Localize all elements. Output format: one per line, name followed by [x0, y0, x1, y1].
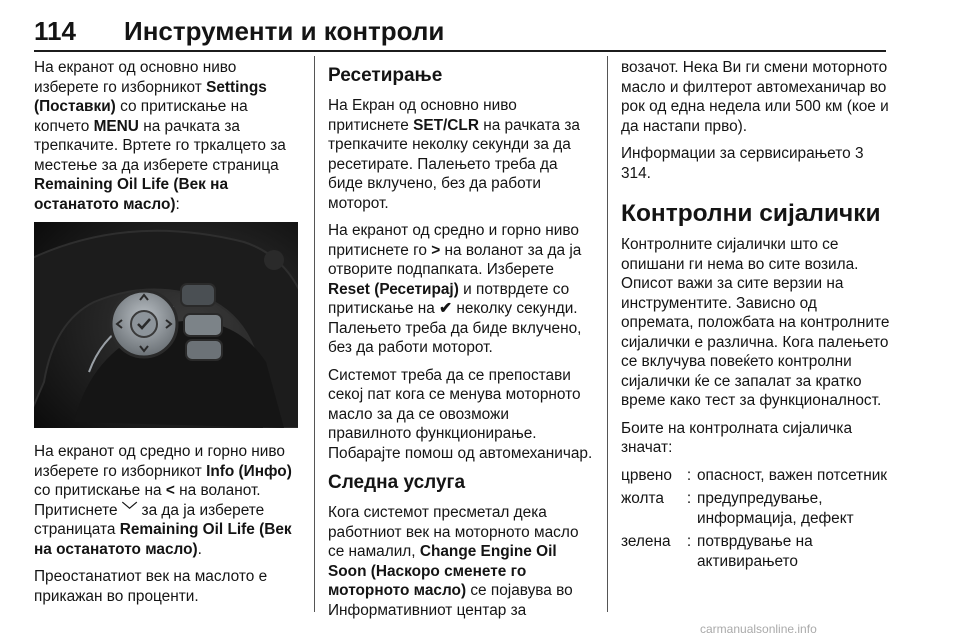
watermark: carmanualsonline.info — [700, 622, 817, 636]
next-service-heading: Следна услуга — [328, 472, 466, 493]
column-1 — [34, 58, 302, 614]
col2-paragraph-3: Системот треба да се препостави секој пат кога се менува моторното масло за да се овозможи правилното функционирање. Побарајте помош од автомеханичар. — [328, 366, 593, 462]
reset-heading: Ресетирање — [328, 65, 443, 86]
change-oil-message-ref: Change Engine Oil Soon (Наскоро сменете го моторното масло) — [328, 543, 557, 599]
col2-paragraph-1 — [328, 96, 596, 213]
page-reference: 314. — [621, 164, 651, 182]
text: : — [175, 195, 180, 213]
col1-paragraph-2 — [34, 442, 302, 559]
text: Информации за сервисирањето — [621, 145, 855, 162]
chevron-down-icon: ﹀ — [121, 501, 138, 519]
settings-menu-ref: Settings (Поставки) — [34, 78, 267, 115]
col1-paragraph-1 — [34, 58, 302, 214]
text: со притискање на — [34, 482, 166, 499]
color-name: црвено — [621, 466, 672, 484]
column-3 — [621, 58, 891, 575]
col1-paragraph-3: Преостанатиот век на маслото е прикажан во проценти. — [34, 568, 268, 605]
col3-paragraph-1: возачот. Нека Ви ги смени моторното масло и филтерот автомеханичар во рок од една недела или 500 км (кое и да настапи прво). — [621, 59, 889, 135]
page-number: 114 — [34, 16, 76, 46]
column-divider-2 — [607, 56, 608, 612]
menu-button-ref: MENU — [93, 117, 139, 135]
text: На екранот од основно ниво изберете го изборникот — [34, 59, 237, 96]
text: На екранот од средно и горно ниво притиснете го — [328, 222, 579, 259]
table-row — [621, 466, 891, 490]
chapter-title: Инструменти и контроли — [124, 16, 445, 46]
column-divider-1 — [314, 56, 315, 612]
left-arrow-icon: < — [165, 482, 175, 499]
oil-life-page-ref: Remaining Oil Life (Век на останатото масло) — [34, 521, 292, 558]
color-meaning: потврдување на активирањето — [697, 533, 813, 570]
color-name: жолта — [621, 490, 664, 507]
color-name: зелена — [621, 533, 671, 550]
header-rule — [34, 50, 886, 52]
right-arrow-icon: > — [431, 241, 441, 259]
light-colors-table — [621, 466, 891, 576]
text: на воланот. Притиснете — [34, 482, 261, 519]
page-header — [34, 12, 894, 52]
page-reference-arrow-icon: 3 — [854, 145, 864, 162]
text: на рачката за трепкачите. Вртете го тркалцето за местење за да изберете страница — [34, 117, 286, 174]
steering-wheel-controls-image — [34, 222, 298, 428]
text: за да ја изберете страницата — [34, 501, 265, 538]
col2-paragraph-4 — [328, 503, 596, 620]
col3-paragraph-3: Контролните сијалички што се опишани ги нема во сите возила. Описот важи за сите верзии на инструментите. Зависно од опремата, положбата на контролните сијалички е различна. Кога палењето се вклучува повеќето контролни сијалички ќе се запалат за кратко време како тест за функционалност. — [621, 236, 890, 409]
text: на рачката за трепкачите неколку секунди за да ресетирате. Палењето треба да биде вклучено, без да работи моторот. — [328, 116, 580, 212]
text: и потврдете со притискање на — [328, 280, 570, 317]
text: на воланот за да ја отворите подпапката. Изберете — [328, 241, 582, 278]
indicator-lights-heading: Контролни сијалички — [621, 200, 881, 227]
text: . — [197, 540, 202, 558]
text: На Екран од основно ниво притиснете — [328, 97, 517, 134]
separator: : — [686, 490, 692, 507]
col3-paragraph-2 — [621, 144, 891, 183]
reset-option-ref: Reset (Ресетирај) — [328, 280, 459, 298]
col3-paragraph-4: Боите на контролната сијаличка значат: — [621, 419, 853, 456]
checkmark-icon: ✔ — [439, 300, 453, 317]
separator: : — [686, 533, 692, 550]
table-row — [621, 532, 891, 575]
color-meaning: предупредување, информација, дефект — [697, 490, 854, 527]
col2-paragraph-2 — [328, 221, 596, 358]
text: Кога системот пресметал дека работниот век на моторното масло се намалил, — [328, 504, 579, 560]
text: со притискање на копчето — [34, 98, 248, 135]
oil-life-page-ref: Remaining Oil Life (Век на останатото масло) — [34, 176, 229, 213]
info-menu-ref: Info (Инфо) — [206, 462, 292, 480]
column-2 — [328, 58, 596, 628]
text: неколку секунди. Палењето треба да биде вклучено, без да работи моторот. — [328, 300, 582, 356]
table-row — [621, 489, 891, 532]
color-meaning: опасност, важен потсетник — [697, 466, 888, 484]
set-clr-button-ref: SET/CLR — [413, 116, 479, 134]
text: се појавува во Информативниот центар за — [328, 582, 573, 619]
text: На екранот од средно и горно ниво изберете го изборникот — [34, 443, 285, 480]
separator: : — [686, 466, 692, 484]
